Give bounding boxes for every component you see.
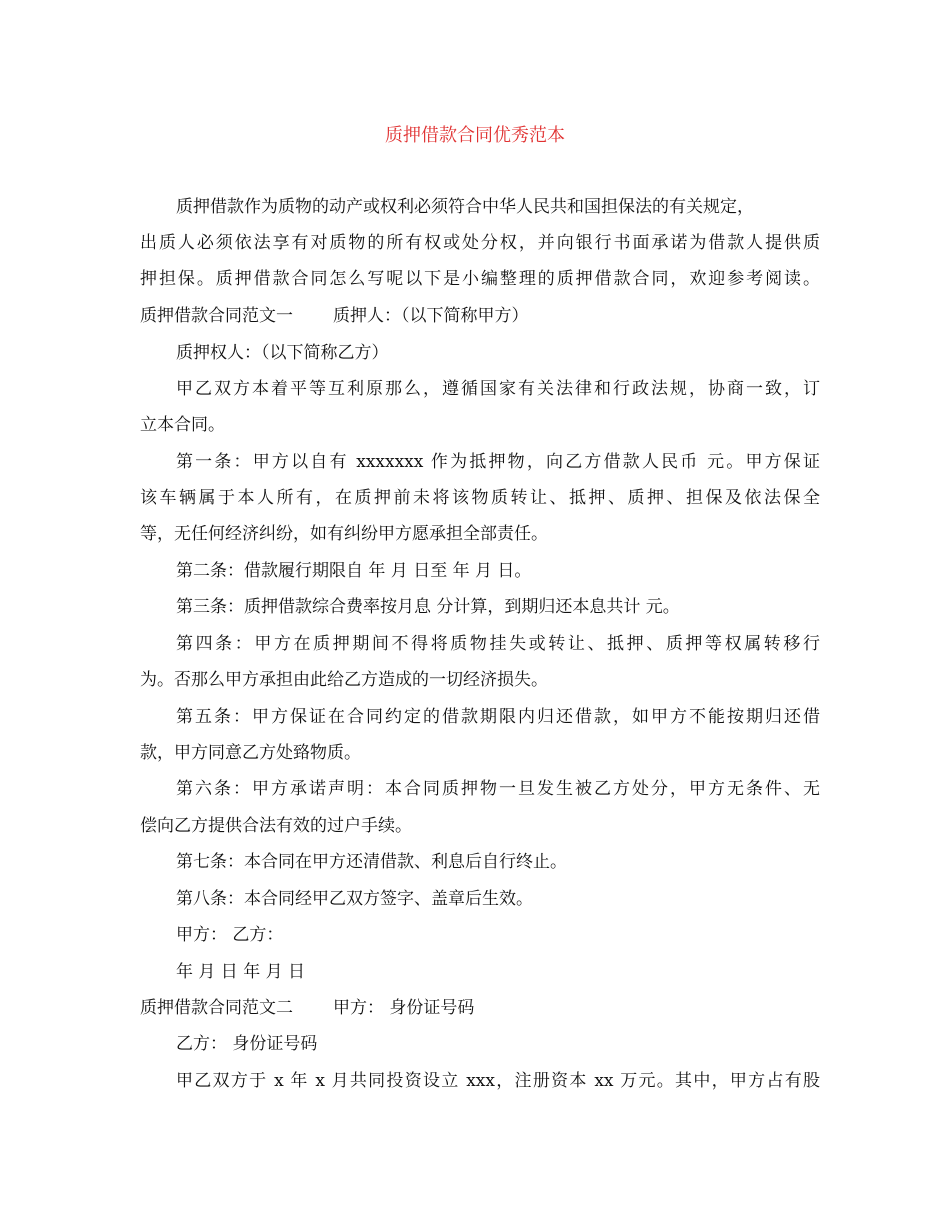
- pledgor-label: 质押人：（以下简称甲方）: [333, 306, 529, 326]
- paragraph-line: 质押借款作为质物的动产或权利必须符合中华人民共和国担保法的有关规定，: [176, 197, 754, 217]
- article-4-line: 第四条：甲方在质押期间不得将质物挂失或转让、抵押、质押等权属转移行: [176, 634, 820, 654]
- article-1-line: 第一条：甲方以自有 xxxxxxx 作为抵押物，向乙方借款人民币 元。甲方保证: [176, 452, 820, 472]
- sample-two-line: [140, 994, 820, 1022]
- pledgee-label: 质押权人：（以下简称乙方）: [176, 343, 389, 363]
- paragraph-line: 立本合同。: [140, 415, 225, 435]
- paragraph-line: 出质人必须依法享有对质物的所有权或处分权，并向银行书面承诺为借款人提供质: [140, 233, 820, 253]
- sample-one-line: [140, 302, 820, 330]
- article-8-line: 第八条：本合同经甲乙双方签字、盖章后生效。: [176, 889, 533, 909]
- article-5-line: 款，甲方同意乙方处臵物质。: [140, 743, 361, 763]
- signature-dates: 年 月 日 年 月 日: [176, 962, 306, 982]
- party-a-id-label: 甲方： 身份证号码: [333, 998, 475, 1018]
- article-1-line: 等，无任何经济纠纷，如有纠纷甲方愿承担全部责任。: [140, 524, 548, 544]
- paragraph-line: 甲乙双方本着平等互利原那么，遵循国家有关法律和行政法规，协商一致，订: [176, 379, 820, 399]
- paragraph-line: 甲乙双方于 x 年 x 月共同投资设立 xxx，注册资本 xx 万元。其中，甲方占有股: [176, 1071, 820, 1091]
- article-4-line: 为。否那么甲方承担由此给乙方造成的一切经济损失。: [140, 670, 548, 690]
- article-3-line: 第三条：质押借款综合费率按月息 分计算，到期归还本息共计 元。: [176, 597, 680, 617]
- document-title: 质押借款合同优秀范本: [385, 125, 565, 146]
- article-2-line: 第二条：借款履行期限自 年 月 日至 年 月 日。: [176, 561, 532, 581]
- sample-one-heading: 质押借款合同范文一: [140, 306, 293, 326]
- paragraph-line: 押担保。质押借款合同怎么写呢以下是小编整理的质押借款合同，欢迎参考阅读。: [140, 269, 820, 289]
- sample-two-heading: 质押借款合同范文二: [140, 998, 293, 1018]
- article-6-line: 偿向乙方提供合法有效的过户手续。: [140, 816, 412, 836]
- party-b-id-label: 乙方： 身份证号码: [176, 1034, 318, 1054]
- article-1-line: 该车辆属于本人所有，在质押前未将该物质转让、抵押、质押、担保及依法保全: [140, 488, 820, 508]
- signature-parties: 甲方： 乙方：: [176, 925, 284, 945]
- article-6-line: 第六条：甲方承诺声明：本合同质押物一旦发生被乙方处分，甲方无条件、无: [176, 779, 820, 799]
- article-7-line: 第七条：本合同在甲方还清借款、利息后自行终止。: [176, 852, 567, 872]
- article-5-line: 第五条：甲方保证在合同约定的借款期限内归还借款，如甲方不能按期归还借: [176, 707, 820, 727]
